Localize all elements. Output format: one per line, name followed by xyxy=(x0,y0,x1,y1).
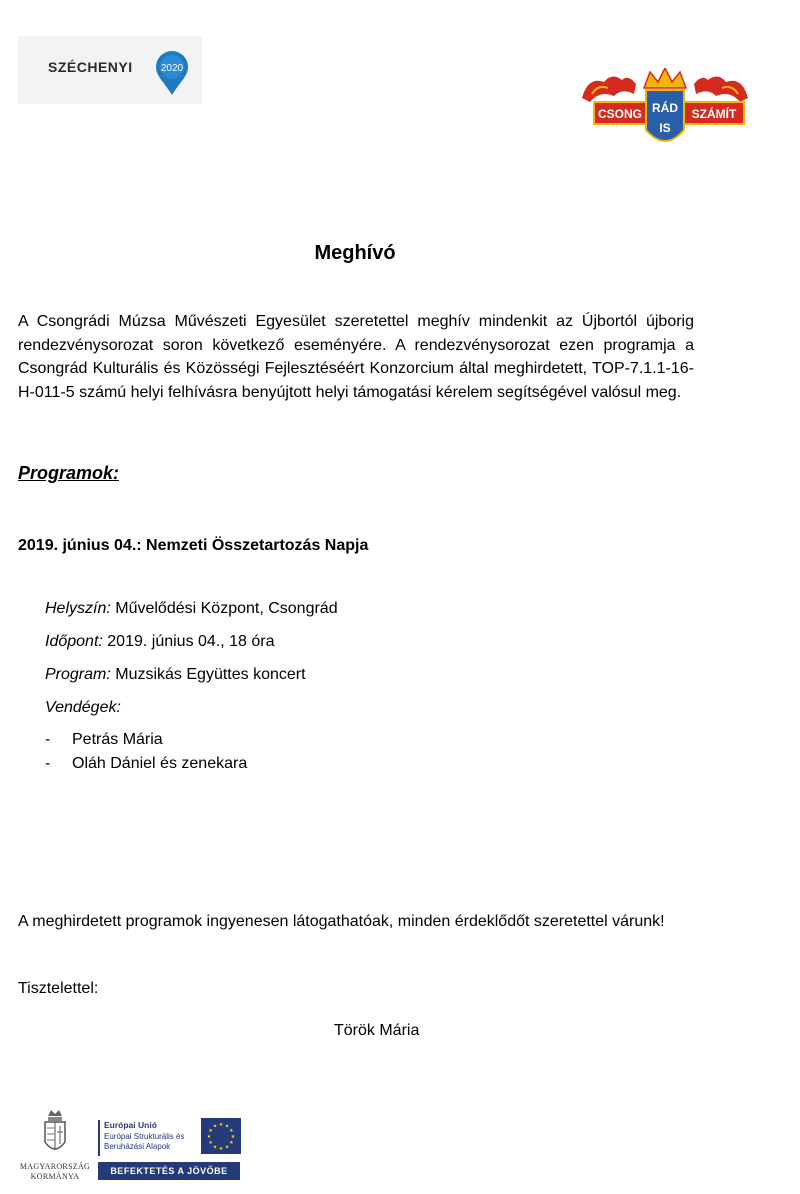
eu-divider xyxy=(98,1120,100,1156)
svg-text:★: ★ xyxy=(212,1123,218,1130)
svg-text:★: ★ xyxy=(230,1134,236,1140)
eu-slogan-band: BEFEKTETÉS A JÖVŐBE xyxy=(98,1162,240,1180)
eu-subtitle: Európai Strukturális és Beruházási Alapok xyxy=(104,1132,185,1151)
closing-text: A meghirdetett programok ingyenesen látogathatóak, minden érdeklődőt szeretettel várunk! xyxy=(18,913,665,930)
eu-title: Európai Unió xyxy=(104,1120,157,1130)
csongrad-left-text: CSONG xyxy=(597,107,643,121)
svg-text:★: ★ xyxy=(208,1128,213,1134)
svg-text:★: ★ xyxy=(224,1123,230,1130)
hungarian-government-logo xyxy=(18,1110,92,1182)
page-title: Meghívó xyxy=(314,242,396,264)
csongrad-is-szamit-logo xyxy=(578,68,752,152)
szechenyi-year-text: 2020 xyxy=(160,63,184,74)
guest-name: Oláh Dániel és zenekara xyxy=(72,755,248,772)
eu-flag-icon xyxy=(201,1118,241,1154)
detail-time xyxy=(45,633,275,651)
signature-name: Török Mária xyxy=(334,1022,420,1039)
programs-heading: Programok: xyxy=(18,463,120,483)
event-title: 2019. június 04.: Nemzeti Összetartozás Napja xyxy=(18,537,369,554)
szechenyi-logo-text: SZÉCHENYI xyxy=(48,59,133,75)
csongrad-right-text: SZÁMÍT xyxy=(691,107,737,121)
list-item xyxy=(45,731,163,749)
detail-label: Időpont: xyxy=(45,633,103,650)
detail-value: 2019. június 04., 18 óra xyxy=(102,633,275,650)
csongrad-bottom-text: IS xyxy=(659,121,671,135)
detail-location xyxy=(45,600,338,618)
svg-text:★: ★ xyxy=(206,1134,212,1140)
detail-value: Muzsikás Együttes koncert xyxy=(110,666,306,683)
detail-guests xyxy=(45,699,121,717)
csongrad-crest-icon xyxy=(578,68,752,152)
government-name-line2: KORMÁNYA xyxy=(30,1172,80,1181)
detail-value: Művelődési Központ, Csongrád xyxy=(110,600,338,617)
list-item xyxy=(45,755,247,773)
detail-label: Helyszín: xyxy=(45,600,111,617)
svg-text:★: ★ xyxy=(208,1140,213,1146)
svg-text:★: ★ xyxy=(224,1144,230,1151)
coat-of-arms-icon xyxy=(18,1110,92,1158)
list-bullet: - xyxy=(45,731,51,748)
svg-text:★: ★ xyxy=(229,1128,234,1134)
svg-text:★: ★ xyxy=(218,1122,224,1128)
svg-text:★: ★ xyxy=(218,1146,224,1152)
detail-label: Vendégek: xyxy=(45,699,121,716)
svg-text:★: ★ xyxy=(229,1140,234,1146)
detail-program xyxy=(45,666,306,684)
szechenyi-2020-logo xyxy=(18,36,202,104)
detail-label: Program: xyxy=(45,666,111,683)
guest-name: Petrás Mária xyxy=(72,731,163,748)
location-pin-icon xyxy=(154,50,190,96)
government-name-line1: MAGYARORSZÁG xyxy=(19,1162,91,1171)
intro-paragraph: A Csongrádi Múzsa Művészeti Egyesület szeretettel meghív mindenkit az Újbortól újborig rendezvénysorozat soron következő eseményére. A rendezvénysorozat ezen programja a Csongrád Kulturális és Közösségi Fejlesztéséért Konzorcium által meghirdetett, TOP-7.1.1-16-H-011-5 számú helyi felhívásra benyújtott helyi támogatási kérelem segítségével valósul meg. xyxy=(18,313,694,401)
regards-text: Tisztelettel: xyxy=(18,980,99,997)
list-bullet: - xyxy=(45,755,51,772)
eu-funding-logo xyxy=(98,1118,242,1182)
svg-text:★: ★ xyxy=(212,1144,218,1151)
csongrad-mid-text: RÁD xyxy=(652,101,678,115)
